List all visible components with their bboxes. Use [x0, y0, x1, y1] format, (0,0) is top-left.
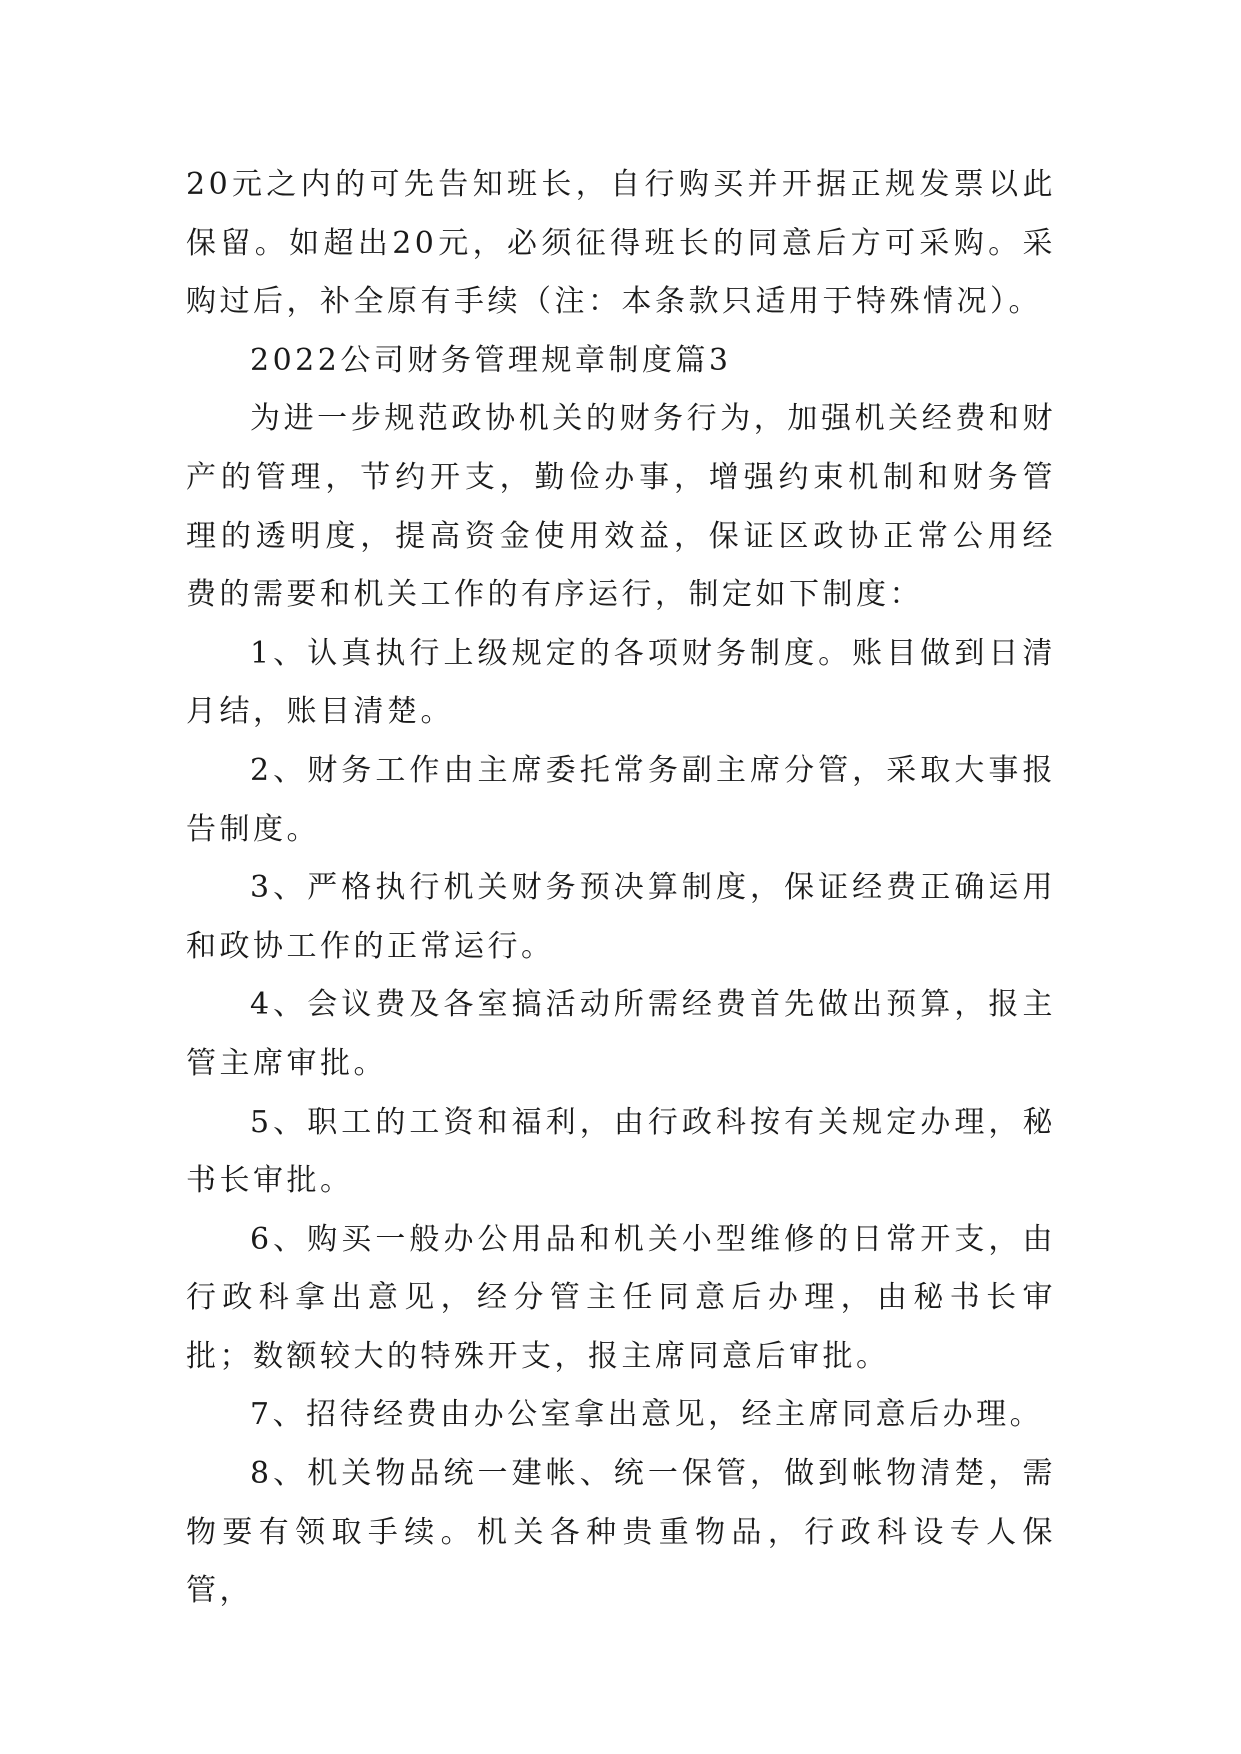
paragraph-item-6: 6、购买一般办公用品和机关小型维修的日常开支，由行政科拿出意见，经分管主任同意后办理，由秘书长审批；数额较大的特殊开支，报主席同意后审批。 [186, 1221, 1056, 1374]
section-heading: 2022公司财务管理规章制度篇3 [250, 342, 732, 378]
paragraph-item-7: 7、招待经费由办公室拿出意见，经主席同意后办理。 [250, 1397, 1044, 1433]
paragraph-item-3: 3、严格执行机关财务预决算制度，保证经费正确运用和政协工作的正常运行。 [186, 870, 1056, 964]
paragraph-item-4: 4、会议费及各室搞活动所需经费首先做出预算，报主管主席审批。 [186, 987, 1056, 1081]
paragraph-item-8: 8、机关物品统一建帐、统一保管，做到帐物清楚，需物要有领取手续。机关各种贵重物品，行政科设专人保管， [186, 1456, 1056, 1609]
paragraph-item-1: 1、认真执行上级规定的各项财务制度。账目做到日清月结，账目清楚。 [186, 635, 1056, 730]
paragraph-item-2: 2、财务工作由主席委托常务副主席分管，采取大事报告制度。 [186, 752, 1056, 847]
paragraph-item-5: 5、职工的工资和福利，由行政科按有关规定办理，秘书长审批。 [186, 1104, 1056, 1199]
paragraph-intro: 为进一步规范政协机关的财务行为，加强机关经费和财产的管理，节约开支，勤俭办事，增强约束机制和财务管理的透明度，提高资金使用效益，保证区政协正常公用经费的需要和机关工作的有序运行，制定如下制度： [186, 401, 1056, 613]
document-body [186, 156, 1056, 1621]
paragraph-continuation: 20元之内的可先告知班长，自行购买并开据正规发票以此保留。如超出20元，必须征得班长的同意后方可采购。采购过后，补全原有手续（注：本条款只适用于特殊情况）。 [186, 167, 1056, 320]
